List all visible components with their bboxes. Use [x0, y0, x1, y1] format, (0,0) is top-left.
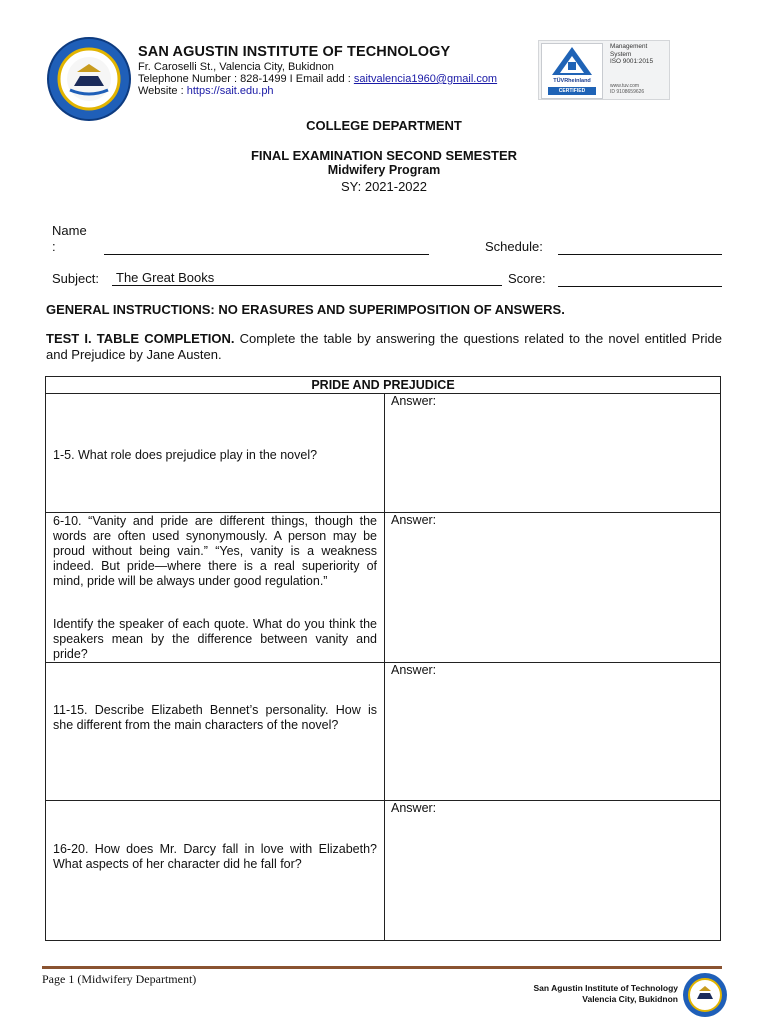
question-1-5: 1-5. What role does prejudice play in the novel? [53, 448, 318, 462]
school-year: SY: 2021-2022 [340, 179, 428, 194]
test-text: Complete the table by answering the questions related to the novel entitled Pride and Prejudice by Jane Austen. [46, 331, 722, 362]
website-prefix: Website : [138, 85, 187, 97]
general-instructions: GENERAL INSTRUCTIONS: NO ERASURES AND SUPERIMPOSITION OF ANSWERS. [46, 302, 565, 317]
row-divider [46, 512, 720, 513]
column-divider [384, 393, 385, 940]
score-label: Score: [508, 271, 546, 286]
test-title: TEST I. TABLE COMPLETION. [46, 331, 235, 346]
schedule-label: Schedule: [485, 239, 543, 254]
program-title: Midwifery Program [327, 163, 441, 177]
website-link[interactable]: https://sait.edu.ph [186, 85, 274, 97]
institution-website [138, 85, 274, 98]
answer-label: Answer: [391, 394, 437, 408]
iso-certification-badge [538, 40, 670, 100]
institution-address: Fr. Caroselli St., Valencia City, Bukidnon [138, 61, 334, 73]
footer-location: Valencia City, Bukidnon [582, 994, 678, 1004]
subject-field[interactable]: The Great Books [112, 271, 502, 286]
row-divider [46, 662, 720, 663]
school-seal-logo [46, 36, 132, 122]
test-instructions [46, 331, 722, 363]
name-label: Name [52, 223, 87, 238]
contact-prefix: Telephone Number : 828-1499 I Email add : [138, 73, 354, 85]
department-title: COLLEGE DEPARTMENT [306, 118, 462, 133]
question-16-20: 16-20. How does Mr. Darcy fall in love with Elizabeth? What aspects of her character did he fall for? [53, 842, 377, 871]
answer-label: Answer: [391, 513, 437, 527]
tuv-certified-label: CERTIFIED [548, 87, 596, 95]
question-table [45, 376, 721, 941]
triangle-icon [542, 44, 602, 78]
name-field[interactable] [104, 240, 429, 255]
exam-title: FINAL EXAMINATION SECOND SEMESTER [250, 148, 518, 163]
footer-institution [496, 983, 678, 1005]
answer-label: Answer: [391, 663, 437, 677]
score-field[interactable] [558, 272, 722, 287]
schedule-field[interactable] [558, 240, 722, 255]
question-6-10: 6-10. “Vanity and pride are different things, though the words are often used synonymously. A person may be proud without being vain.” “Yes, vanity is a weakness indeed. But pride—where there is a real superiority of mind, pride will be always under good regulation.” [53, 514, 377, 588]
question-6-10-instruction: Identify the speaker of each quote. What do you think the speakers mean by the difference between vanity and pride? [53, 617, 377, 661]
email-link[interactable]: saitvalencia1960@gmail.com [353, 73, 498, 85]
footer-seal-logo [682, 972, 728, 1018]
row-divider [46, 800, 720, 801]
certificate-id-text: www.tuv.com ID 9108659626 [610, 83, 645, 95]
question-11-15: 11-15. Describe Elizabeth Bennet’s personality. How is she different from the main characters of the novel? [53, 703, 377, 732]
tuv-brand: TÜVRheinland [553, 78, 591, 84]
page-label: Page 1 (Midwifery Department) [42, 972, 197, 986]
answer-label: Answer: [391, 801, 437, 815]
name-colon: : [52, 239, 56, 254]
table-title: PRIDE AND PREJUDICE [46, 377, 720, 394]
tuv-logo [541, 43, 603, 99]
subject-label: Subject: [52, 271, 99, 286]
footer-institution-name: San Agustin Institute of Technology [533, 983, 678, 993]
footer-rule [42, 966, 722, 969]
management-system-text: Management System ISO 9001:2015 [610, 43, 653, 65]
institution-name: SAN AGUSTIN INSTITUTE OF TECHNOLOGY [138, 44, 451, 60]
